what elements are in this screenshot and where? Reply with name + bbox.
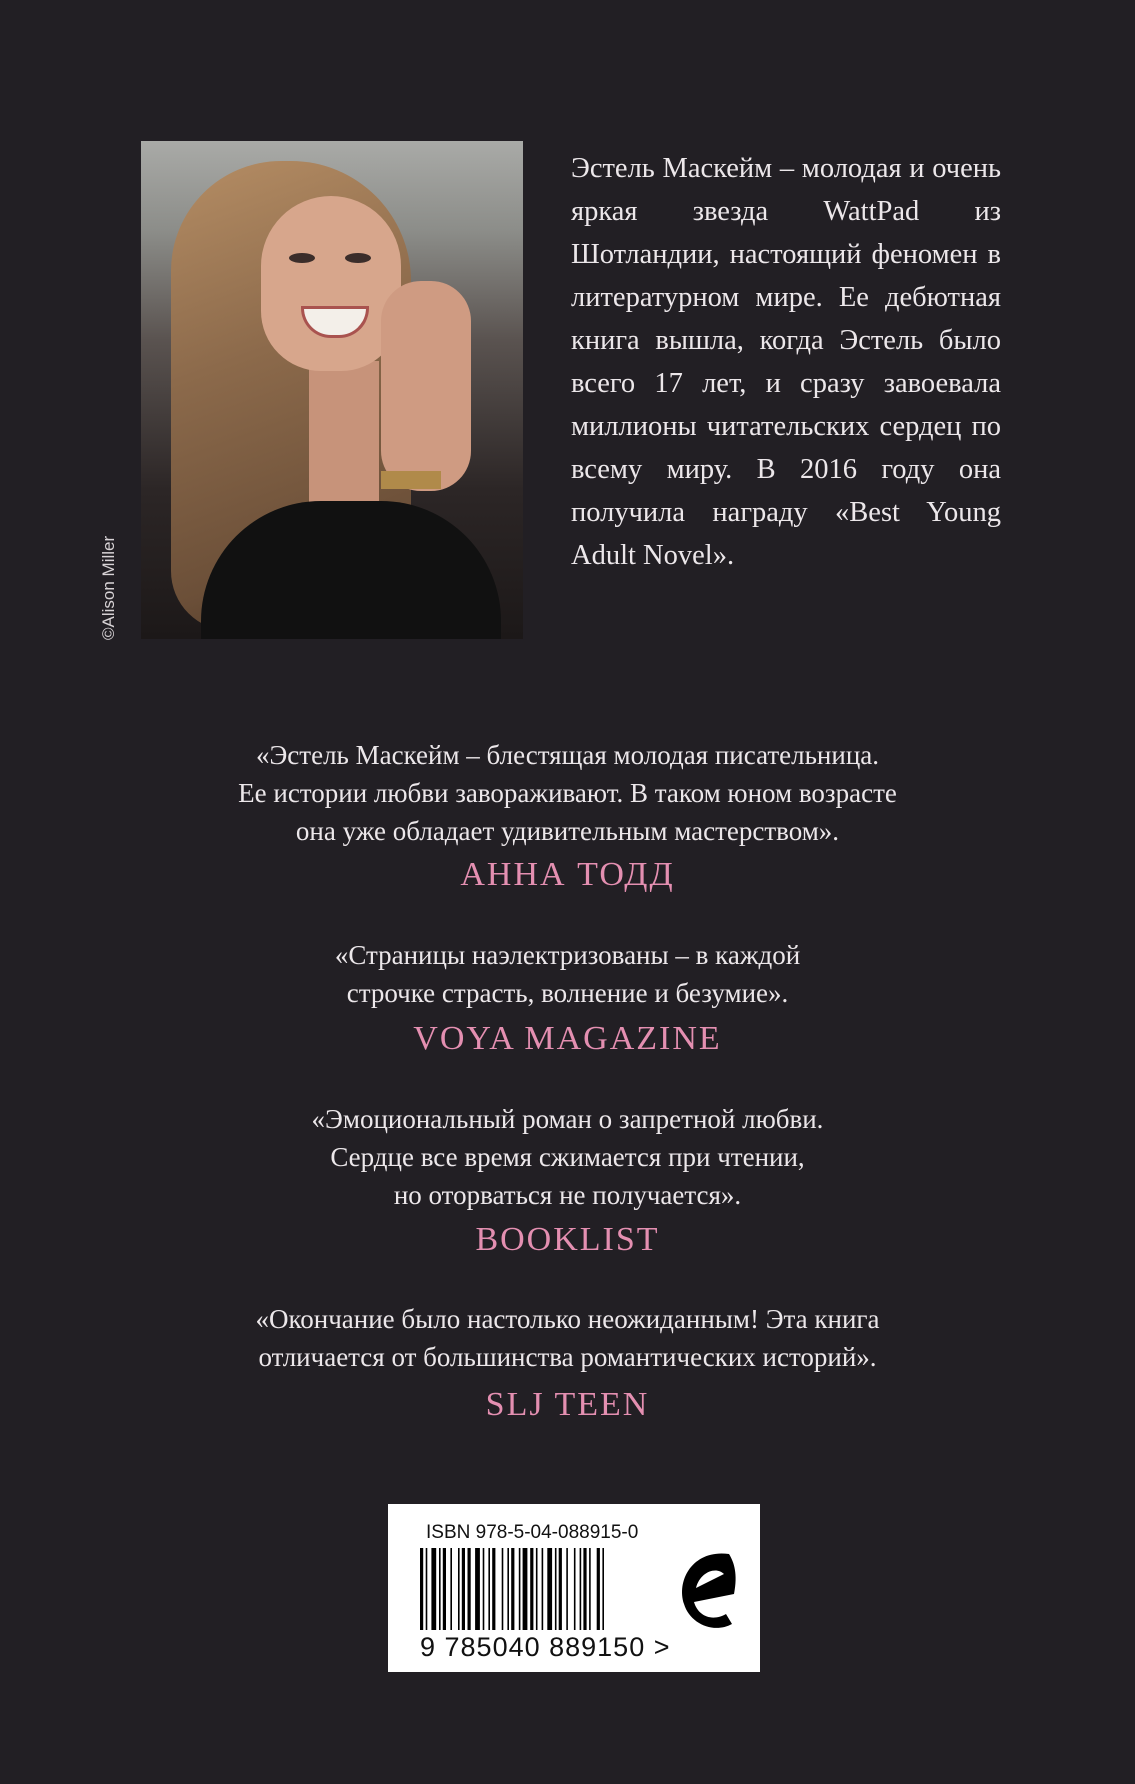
quote-2-source: VOYA MAGAZINE: [413, 1020, 722, 1057]
isbn-label: ISBN 978-5-04-088915-0: [426, 1522, 639, 1543]
quote-1: [0, 736, 1135, 850]
author-bio: Эстель Маскейм – молодая и очень яркая звезда WattPad из Шотландии, настоящий феномен в литературном мире. Ее дебютная книга вышла, когда Эстель было всего 17 лет, и сразу завоевала миллионы читательских сердец по всему миру. В 2016 году она получила награду «Best Young Adult Novel».: [571, 153, 1001, 571]
quote-1-source: АННА ТОДД: [460, 856, 675, 893]
publisher-logo-icon: [674, 1544, 744, 1639]
quote-2-line: «Страницы наэлектризованы – в каждой: [334, 940, 801, 970]
quote-2: [0, 936, 1135, 1012]
barcode-icon: [420, 1548, 660, 1630]
quote-3-line: Сердце все время сжимается при чтении,: [330, 1142, 805, 1172]
quote-4: [0, 1300, 1135, 1376]
quote-1-line: Ее истории любви завораживают. В таком юном возрасте: [238, 778, 897, 808]
author-photo: [141, 141, 523, 639]
quote-3-line: но оторваться не получается».: [393, 1180, 742, 1210]
quote-1-line: «Эстель Маскейм – блестящая молодая писательница.: [255, 740, 880, 770]
quote-3: [0, 1100, 1135, 1214]
quote-4-line: отличается от большинства романтических историй».: [258, 1342, 877, 1372]
quote-1-line: она уже обладает удивительным мастерством».: [295, 816, 840, 846]
barcode-digits: 9 785040 889150 >: [420, 1632, 671, 1662]
barcode-panel: [388, 1504, 760, 1672]
quote-4-source: SLJ TEEN: [485, 1386, 650, 1423]
quote-3-line: «Эмоциональный роман о запретной любви.: [311, 1104, 824, 1134]
quote-2-line: строчке страсть, волнение и безумие».: [346, 978, 789, 1008]
quote-3-source: BOOKLIST: [475, 1221, 660, 1258]
quote-4-line: «Окончание было настолько неожиданным! Эта книга: [255, 1304, 880, 1334]
photo-credit: ©Alison Miller: [99, 535, 118, 640]
